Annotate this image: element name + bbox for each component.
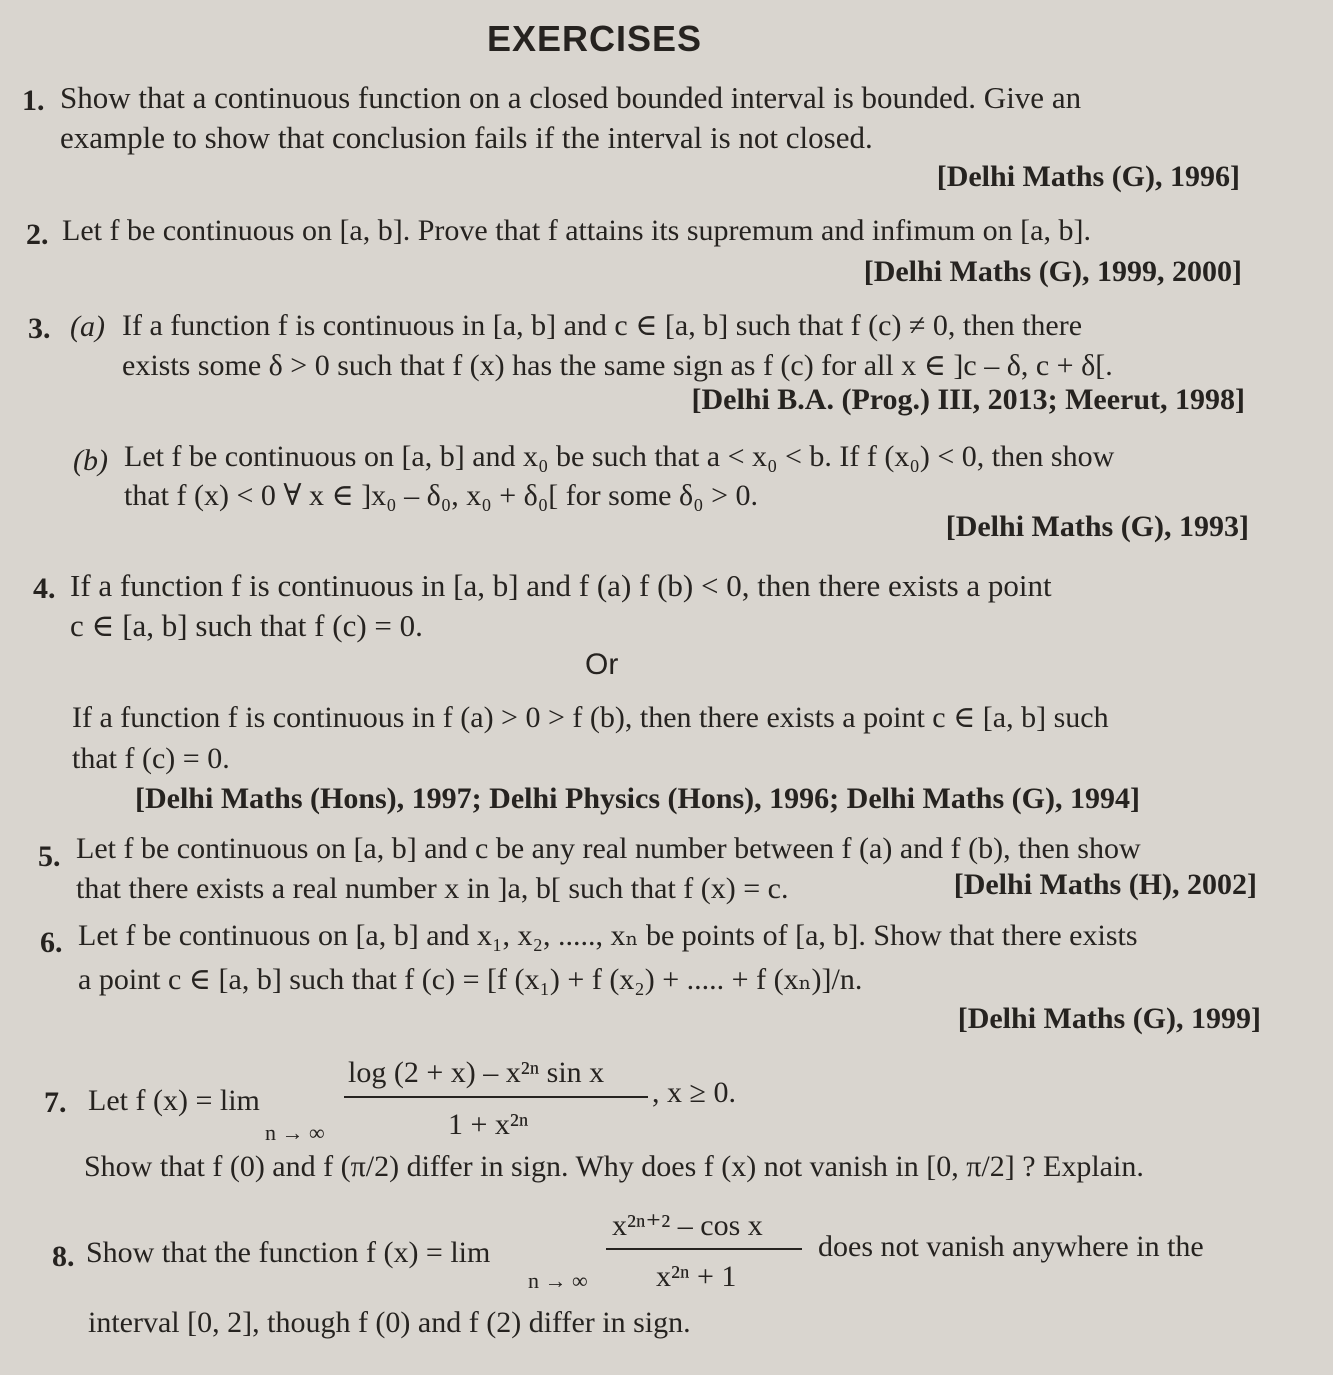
fraction-denominator: 1 + x²ⁿ <box>448 1108 529 1141</box>
fraction-denominator: x²ⁿ + 1 <box>656 1260 737 1293</box>
exercise-source: [Delhi B.A. (Prog.) III, 2013; Meerut, 1998] <box>691 383 1245 416</box>
fraction-bar <box>606 1248 802 1250</box>
exercise-text: a point c ∈ [a, b] such that f (c) = [f (x₁) + f (x₂) + ..... + f (xₙ)]/n. <box>78 963 863 996</box>
exercise-text: If a function f is continuous in f (a) > 0 > f (b), then there exists a point c ∈ [a, b] such <box>72 701 1109 734</box>
or-separator: Or <box>585 648 619 681</box>
limit-subscript: n → ∞ <box>528 1268 588 1293</box>
exercise-text: exists some δ > 0 such that f (x) has the same sign as f (c) for all x ∈ ]c – δ, c + δ[. <box>122 349 1113 382</box>
fraction-numerator: log (2 + x) – x²ⁿ sin x <box>348 1056 605 1089</box>
formula-lead: Let f (x) = lim <box>88 1084 260 1117</box>
exercise-text: Let f be continuous on [a, b] and c be any real number between f (a) and f (b), then show <box>76 832 1141 865</box>
exercise-text: interval [0, 2], though f (0) and f (2) differ in sign. <box>88 1306 691 1339</box>
page-title: EXERCISES <box>487 18 703 59</box>
exercise-text: that f (c) = 0. <box>72 742 230 775</box>
exercise-source: [Delhi Maths (H), 2002] <box>953 868 1257 901</box>
exercise-text: If a function f is continuous in [a, b] and c ∈ [a, b] such that f (c) ≠ 0, then there <box>122 309 1083 342</box>
exercise-number: 1. <box>22 84 45 117</box>
exercise-number: 4. <box>33 572 56 605</box>
exercise-number: 2. <box>26 218 49 251</box>
exercise-source: [Delhi Maths (Hons), 1997; Delhi Physics (Hons), 1996; Delhi Maths (G), 1994] <box>135 782 1140 815</box>
exercise-number: 5. <box>38 840 61 873</box>
exercise-text: that there exists a real number x in ]a, b[ such that f (x) = c. <box>76 872 789 905</box>
formula-tail: , x ≥ 0. <box>652 1076 736 1109</box>
formula-lead: Show that the function f (x) = lim <box>86 1236 491 1269</box>
exercise-text: Let f be continuous on [a, b] and x₀ be such that a < x₀ < b. If f (x₀) < 0, then show <box>124 440 1115 473</box>
exercise-text: If a function f is continuous in [a, b] and f (a) f (b) < 0, then there exists a point <box>70 568 1052 603</box>
limit-subscript: n → ∞ <box>265 1120 325 1145</box>
exercise-source: [Delhi Maths (G), 1993] <box>945 510 1249 543</box>
exercise-text: that f (x) < 0 ∀ x ∈ ]x₀ – δ₀, x₀ + δ₀[ for some δ₀ > 0. <box>124 479 759 512</box>
fraction-bar <box>344 1096 648 1098</box>
exercise-number: 3. <box>28 312 51 345</box>
exercise-number: 6. <box>40 926 63 959</box>
formula-tail: does not vanish anywhere in the <box>818 1230 1204 1263</box>
exercise-text: example to show that conclusion fails if the interval is not closed. <box>60 120 873 155</box>
exercise-text: Show that f (0) and f (π/2) differ in sign. Why does f (x) not vanish in [0, π/2] ? Explain. <box>84 1150 1144 1183</box>
exercise-part-label: (a) <box>70 310 105 343</box>
fraction-numerator: x²ⁿ⁺² – cos x <box>612 1209 763 1242</box>
exercise-part-label: (b) <box>73 444 108 477</box>
exercise-source: [Delhi Maths (G), 1999, 2000] <box>863 255 1242 288</box>
exercise-text: Let f be continuous on [a, b]. Prove that f attains its supremum and infimum on [a, b]. <box>62 214 1091 247</box>
exercise-number: 8. <box>52 1240 75 1273</box>
exercise-text: c ∈ [a, b] such that f (c) = 0. <box>70 608 423 643</box>
exercise-source: [Delhi Maths (G), 1996] <box>936 160 1240 193</box>
exercise-text: Show that a continuous function on a closed bounded interval is bounded. Give an <box>60 80 1082 115</box>
exercise-number: 7. <box>44 1086 67 1119</box>
exercise-source: [Delhi Maths (G), 1999] <box>957 1002 1261 1035</box>
exercise-text: Let f be continuous on [a, b] and x₁, x₂, ....., xₙ be points of [a, b]. Show that there exists <box>78 919 1138 952</box>
